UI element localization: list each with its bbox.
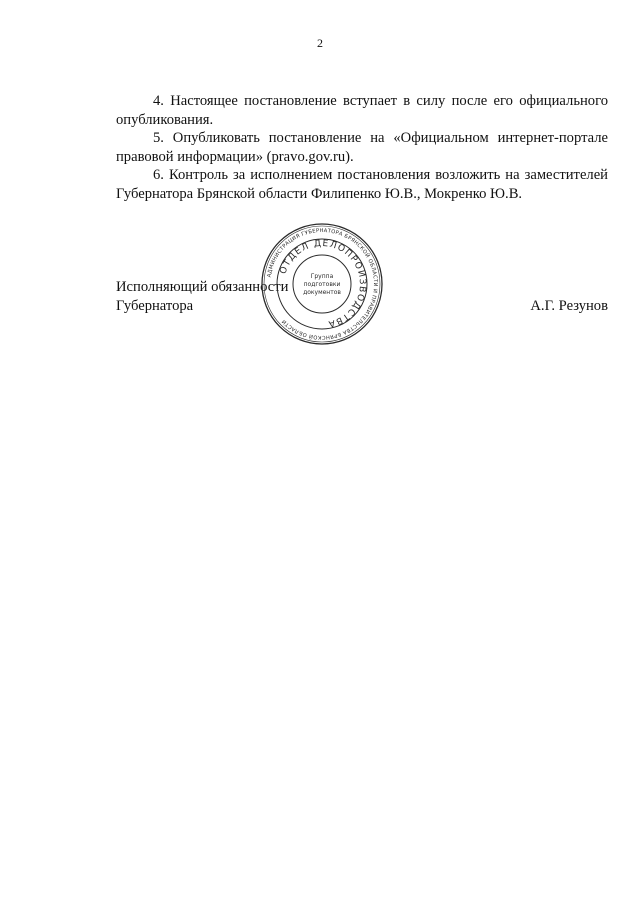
official-stamp (260, 222, 384, 346)
stamp-center-line3: документов (303, 289, 341, 296)
page-number: 2 (317, 36, 323, 50)
signatory-title-line2: Губернатора (116, 298, 194, 314)
stamp-center-line2: подготовки (303, 281, 341, 288)
paragraph-6: 6. Контроль за исполнением постановления возложить на заместителей Губернатора Брянской области Филипенко Ю.В., Мокренко Ю.В. (116, 167, 608, 202)
stamp-middle-text: ОТДЕЛ ДЕЛОПРОИЗВОДСТВА (278, 238, 368, 329)
signatory-title-line1: Исполняющий обязанности (116, 279, 289, 295)
paragraph-5: 5. Опубликовать постановление на «Официальном интернет-портале правовой информации» (pravo.gov.ru). (116, 130, 608, 165)
stamp-center-line1: Группа (310, 273, 334, 280)
document-body (116, 92, 608, 204)
signatory-name: А.Г. Резунов (530, 298, 608, 314)
paragraph-4: 4. Настоящее постановление вступает в силу после его официального опубликования. (116, 93, 608, 128)
stamp-outer-text: АДМИНИСТРАЦИЯ ГУБЕРНАТОРА БРЯНСКОЙ ОБЛАСТИ И ПРАВИТЕЛЬСТВА БРЯНСКОЙ ОБЛАСТИ (266, 227, 379, 341)
